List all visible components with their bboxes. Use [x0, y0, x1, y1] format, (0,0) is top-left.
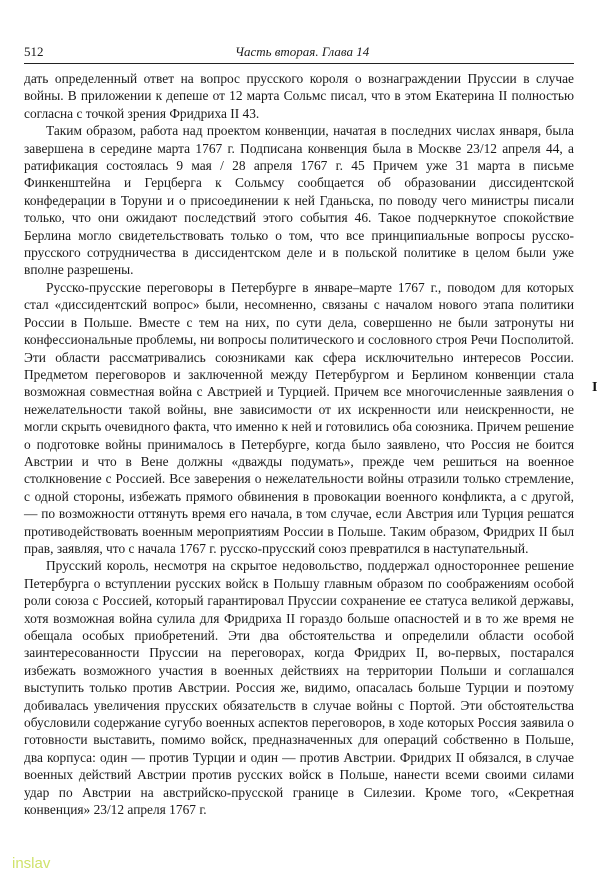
margin-mark: I: [592, 380, 598, 395]
header-rule: [24, 63, 574, 64]
running-head: Часть вторая. Глава 14: [235, 44, 370, 59]
body-text: [24, 70, 574, 818]
paragraph-4: Прусский король, несмотря на скрытое недовольство, поддержал одностороннее решение Петербурга о вступлении русских войск в Польшу главным образом по соображениям особой роли союза с Россией, который гарантировал Пруссии сохранение ее статуса великой державы, хотя возможная война сулила для Фридриха II гораздо больше опасностей и в то же время не обещала особых приобретений. Эти два обстоятельства и определили области особой заинтересованности Пруссии на переговорах, когда Фридрих II, во-первых, постарался избежать возможного участия в военных действиях на территории Польши и соглашался выступить только против Австрии. Россия же, видимо, опасалась больше Турции и поэтому добивалась увеличения прусских обязательств в случае войны с Портой. Эти обстоятельства обусловили содержание сугубо военных аспектов переговоров, в ходе которых Россия заявила о готовности выставить, помимо войск, предназначенных для операций собственно в Польше, два корпуса: один — против Турции и один — против Австрии. Фридрих II обязался, в случае военных действий Австрии против русских войск в Польше, нанести всеми своими силами удар по Австрии на австрийско-прусской границе в Силезии. Кроме того, «Секретная конвенция» 23/12 апреля 1767 г.: [24, 558, 574, 818]
paragraph-2: Таким образом, работа над проектом конвенции, начатая в последних числах января, была завершена в середине марта 1767 г. Подписана конвенция была в Москве 23/12 апреля 44, а ратификация состоялась 9 мая / 28 апреля 1767 г. 45 Причем уже 31 марта в письме Финкенштейна и Герцберга к Сольмсу сообщается об образовании диссидентской конфедерации в Торуни и о присоединении к ней Гданьска, по поводу чего министры писали только, что они ожидают последствий этого события 46. Такое подчеркнутое спокойствие Берлина могло свидетельствовать только о том, что все принципиальные вопросы русско-прусского сотрудничества в диссидентском деле и в польской политике в целом были уже вполне разрешены.: [24, 123, 574, 278]
paragraph-3: Русско-прусские переговоры в Петербурге в январе–марте 1767 г., поводом для которых стал «диссидентский вопрос» были, несомненно, связаны с началом нового этапа политики России в Польше. Вместе с тем на них, по сути дела, совершенно не были затронуты ни конфессиональные проблемы, ни вопросы политического и сословного строя Речи Посполитой. Эти области рассматривались союзниками как сфера исключительно интересов России. Предметом переговоров и заключенной между Петербургом и Берлином конвенции стала возможная совместная война с Австрией и Турцией. Причем все многочисленные заявления о нежелательности такой войны, вне зависимости от их искренности или неискренности, не могли скрыть очевидного факта, что именно к ней и готовились оба союзника. Причем решение о подготовке войны принималось в Петербурге, когда было заявлено, что Россия не боится Австрии и что в Вене должны «дважды подумать», прежде чем решиться на военное столкновение с Россией. Все заверения о нежелательности войны отразили только стремление, с одной стороны, избежать прямого обвинения в провокации военного конфликта, а с другой, — по возможности оттянуть время его начала, в том случае, если Австрия или Турция решатся противодействовать военным мероприятиям России в Польше. Таким образом, Фридрих II был прав, заявляя, что с начала 1767 г. русско-прусский союз превратился в наступательный.: [24, 279, 574, 556]
page-number: 512: [24, 44, 44, 59]
watermark: inslav: [12, 855, 51, 872]
paragraph-1: дать определенный ответ на вопрос прусского короля о вознаграждении Пруссии в случае войны. В приложении к депеше от 12 марта Сольмс писал, что в этом Екатерина II полностью согласна с точкой зрения Фридриха II 43.: [24, 71, 574, 121]
